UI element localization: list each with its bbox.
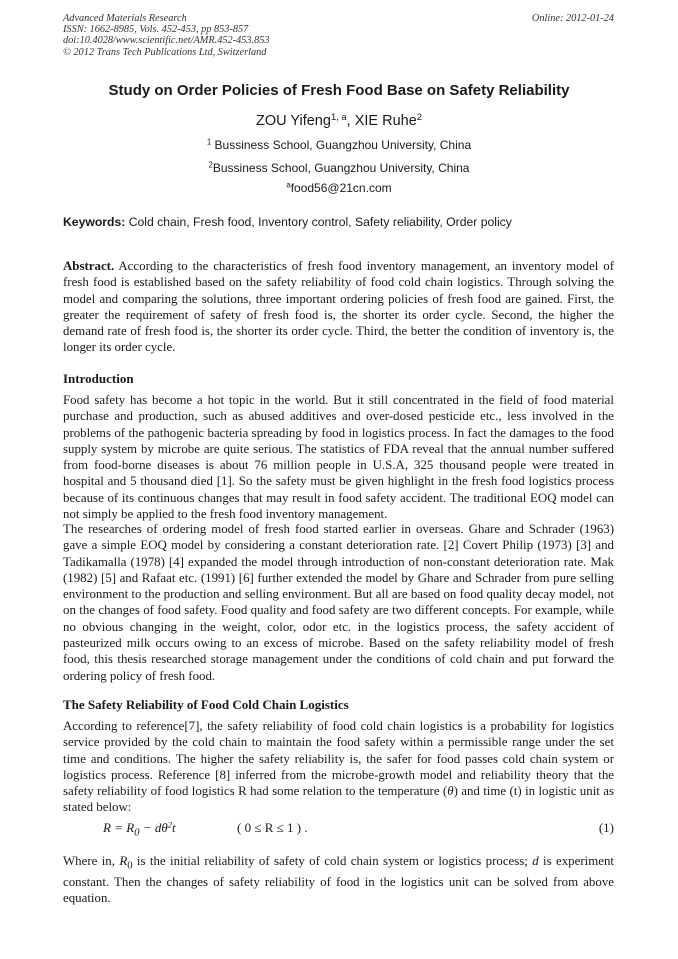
affiliation-1 xyxy=(0,138,678,152)
eq-sup-2: 2 xyxy=(167,819,172,830)
equation-number: (1) xyxy=(598,820,614,835)
author-2-sup: 2 xyxy=(416,110,423,122)
section2-p2-c: is experiment constant. Then the changes of safety reliability of food in the logistics unit can be solved from above equation. xyxy=(63,854,615,906)
theta-symbol: θ xyxy=(447,784,454,799)
paper-title: Study on Order Policies of Fresh Food Base on Safety Reliability xyxy=(108,82,570,99)
abstract xyxy=(63,258,614,356)
author-1-sup: 1, a xyxy=(330,110,347,122)
section-heading-introduction: Introduction xyxy=(63,371,134,386)
affiliation-1-text: Bussiness School, Guangzhou University, China xyxy=(211,138,472,152)
equation-expression xyxy=(103,820,176,839)
eq-t: t xyxy=(171,820,176,835)
journal-header xyxy=(63,13,614,58)
author-2-name: XIE Ruhe xyxy=(354,113,417,129)
intro-paragraph-2: The researches of ordering model of fresh food started earlier in overseas. Ghare and Schrader (1963) gave a simple EOQ model by considering a constant deterioration rate. [2] Covert Philip (1973) [3] and Tadikamalla (1978) [4] expanded the model through introduction of non-constant deterioration rate. Mak (1982) [5] and Rafaat etc. (1991) [6] further extended the model by Ghare and Schrader from pure selling environment to the production and selling environment. But all are based on food quality decay model, not on the changes of food safety. Food quality and food safety are two different concepts. For example, while no obvious changing in the weight, color, odor etc. in the logistics process, the safety accident of pasteurized milk occurs owing to an excess of microbe. Based on the safety reliability model of fresh food, this thesis researched storage management under the conditions of cold chain and put forward the ordering policy of fresh food. xyxy=(63,522,614,683)
affiliation-1-sup: 1 xyxy=(206,137,212,147)
eq-mid: − dθ xyxy=(139,820,168,835)
journal-name: Advanced Materials Research xyxy=(63,13,187,24)
section2-p1-a: According to reference[7], the safety reliability of food cold chain logistics is a probability for logistics service provided by the cold chain to maintain the food safety within a permissible range under the set time and conditions. The higher the safety reliability is, the safer for food passes cold chain system or logistics process. Reference [8] inferred from the microbe-growth model and reliability theory that the safety reliability of food logistics R had some relation to the temperature ( xyxy=(63,719,614,799)
affiliation-2-text: Bussiness School, Guangzhou University, China xyxy=(212,161,470,175)
section2-p2-b: is the initial reliability of safety of cold chain system or logistics process; xyxy=(132,854,533,868)
doi-line: doi:10.4028/www.scientific.net/AMR.452-453.853 xyxy=(63,35,270,47)
section-heading-safety-reliability: The Safety Reliability of Food Cold Chain Logistics xyxy=(63,697,349,712)
section2-p1-b: ) and time (t) in logistic unit as stated below: xyxy=(63,784,614,815)
section2-p2-a: Where in, xyxy=(63,854,120,868)
d-symbol: d xyxy=(532,854,539,868)
email-text: food56@21cn.com xyxy=(290,181,392,195)
r-sub-0: 0 xyxy=(127,859,133,872)
email-sup: a xyxy=(286,180,291,190)
affiliation-2-sup: 2 xyxy=(208,160,213,170)
keywords-text: Cold chain, Fresh food, Inventory control, Safety reliability, Order policy xyxy=(125,215,512,229)
online-date: Online: 2012-01-24 xyxy=(531,13,614,24)
equation-condition: ( 0 ≤ R ≤ 1 ) . xyxy=(237,820,308,835)
abstract-label: Abstract. xyxy=(63,259,115,273)
author-separator: , xyxy=(346,113,355,129)
abstract-text: According to the characteristics of fresh food inventory management, an inventory model of fresh food is established based on the safety reliability of food cold chain logistics. Through solving the model and comparing the solutions, three important ordering policies of fresh food are gained. First, the greater the requirement of safety of fresh food is, the shorter its order cycle. Second, the higher the demand rate of fresh food is, the shorter its order cycle. Third, the better the condition of inventory is, the longer its order cycle. xyxy=(63,259,614,355)
intro-paragraph-1: Food safety has become a hot topic in the world. But it still concentrated in the field of food material purchase and production, such as abused additives and over-dosed pesticide etc., less involved in the problems of the pathogenic bacteria spreading by food in logistics process. In fact the damages to the food supply system by microbe are quite serious. The statistics of FDA reveal that the annual number suffered from food-borne diseases is about 76 million people in U.S.A, 325 thousand people were treated in hospital and 5 thousand died [1]. So the safety must be given highlight in the fresh food logistics process because of its continuous changes that may result in food safety accident. The traditional EOQ model can not simply be applied to the fresh food inventory management. xyxy=(63,393,614,522)
keywords xyxy=(63,215,623,229)
eq-sub-0: 0 xyxy=(134,826,140,839)
r-symbol: R xyxy=(119,854,128,868)
affiliation-2 xyxy=(0,161,678,175)
eq-lhs: R = R xyxy=(103,820,135,835)
section2-paragraph-2 xyxy=(63,853,614,906)
author-1-name: ZOU Yifeng xyxy=(255,113,331,129)
author-email xyxy=(0,181,678,195)
author-line xyxy=(0,110,678,129)
copyright-line: © 2012 Trans Tech Publications Ltd, Switzerland xyxy=(63,46,267,58)
issn-line: ISSN: 1662-8985, Vols. 452-453, pp 853-857 xyxy=(63,24,249,36)
section2-paragraph-1 xyxy=(63,718,614,816)
keywords-label: Keywords: xyxy=(63,215,126,229)
equation-1 xyxy=(63,820,614,838)
